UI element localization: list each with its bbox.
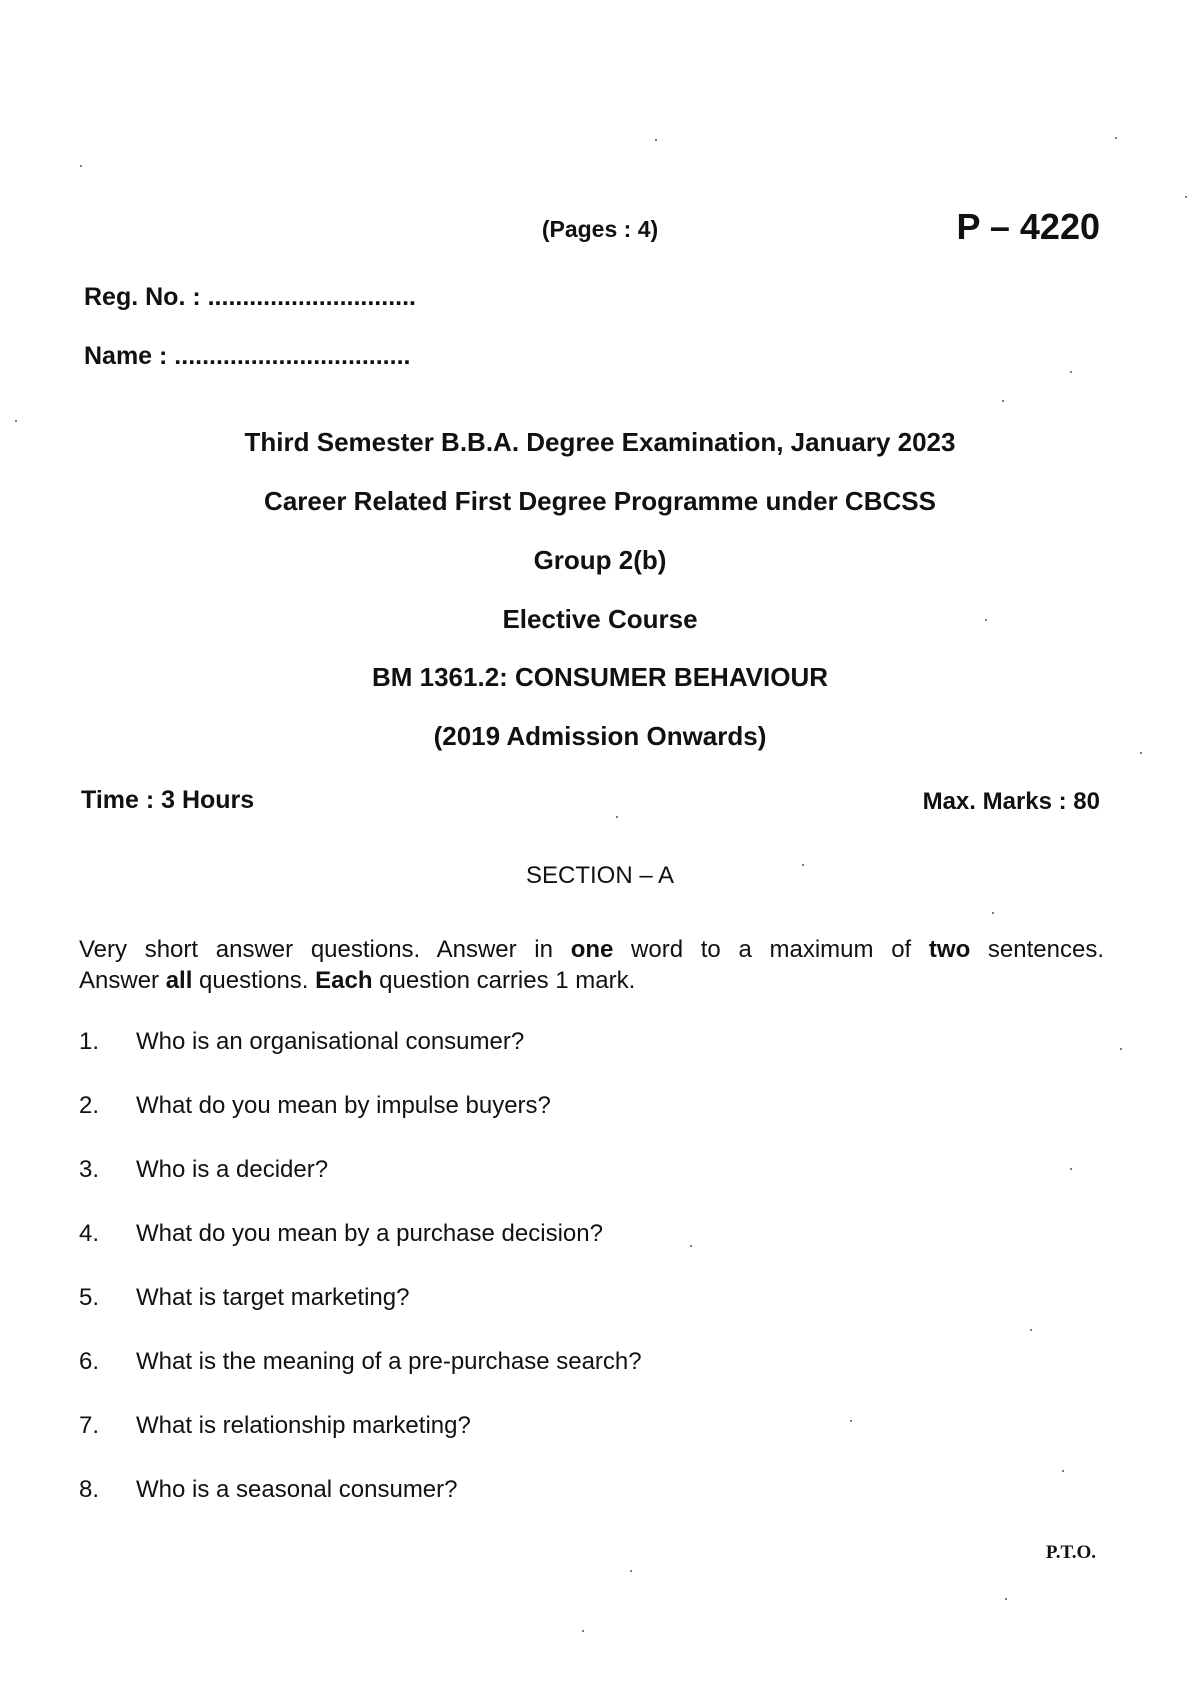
reg-no-field: Reg. No. : .............................. [84,283,416,311]
scan-speck [655,139,657,141]
instruction-text: Very short answer questions. Answer in [79,936,571,963]
paper-code: P – 4220 [956,206,1100,247]
scan-speck [1030,1329,1032,1331]
question-number: 7. [79,1412,100,1439]
scan-speck [1120,1048,1122,1050]
scan-speck [992,912,994,914]
question-item [79,1220,603,1248]
programme-title: Career Related First Degree Programme under CBCSS [264,486,936,516]
instruction-emphasis: Each [315,967,373,994]
scan-speck [630,1570,632,1572]
question-item [79,1476,458,1504]
time-allowed: Time : 3 Hours [81,786,255,814]
max-marks: Max. Marks : 80 [922,788,1100,815]
instruction-emphasis: all [165,967,193,994]
scan-speck [1140,752,1142,754]
instruction-text: questions. [192,967,316,994]
question-number: 1. [79,1028,100,1055]
question-number: 6. [79,1348,100,1375]
question-number: 2. [79,1092,100,1119]
course-type: Elective Course [502,604,698,634]
question-item [79,1092,551,1120]
instruction-emphasis: two [928,936,971,963]
course-title: BM 1361.2: CONSUMER BEHAVIOUR [371,662,829,692]
scan-speck [1062,1470,1064,1472]
admission-note: (2019 Admission Onwards) [433,721,767,751]
scan-speck [616,816,618,818]
question-item [79,1348,642,1376]
question-text: Who is a decider? [136,1156,329,1183]
scan-speck [1070,371,1072,373]
question-text: What do you mean by a purchase decision? [136,1220,603,1247]
instruction-line-1 [79,934,1104,965]
scan-speck [582,1630,584,1632]
scan-speck [80,165,82,167]
scan-speck [1185,196,1187,198]
question-number: 4. [79,1220,100,1247]
question-number: 5. [79,1284,100,1311]
group-title: Group 2(b) [533,545,667,575]
scan-speck [1115,137,1117,139]
question-text: Who is a seasonal consumer? [136,1476,458,1503]
instruction-text: sentences. [970,936,1104,963]
section-title: SECTION – A [525,862,675,889]
instruction-text: word to a maximum of [613,936,929,963]
please-turn-over: P.T.O. [1045,1542,1096,1563]
question-text: What is the meaning of a pre-purchase search? [136,1348,642,1375]
section-instructions [79,934,1104,996]
question-item [79,1156,328,1184]
question-text: What is relationship marketing? [136,1412,471,1439]
scan-speck [1005,1598,1007,1600]
instruction-text: question carries 1 mark. [372,967,636,994]
scan-speck [802,864,804,866]
instruction-emphasis: one [570,936,614,963]
question-number: 8. [79,1476,100,1503]
scan-speck [1002,400,1004,402]
scan-speck [690,1245,692,1247]
instruction-line-2 [79,965,1104,996]
scan-speck [850,1420,852,1422]
question-item [79,1284,409,1312]
question-item [79,1412,471,1440]
instruction-text: Answer [79,967,166,994]
scan-speck [15,420,17,422]
question-text: What is target marketing? [136,1284,410,1311]
scan-speck [1070,1168,1072,1170]
name-field: Name : .................................. [84,342,411,370]
question-text: What do you mean by impulse buyers? [136,1092,551,1119]
question-text: Who is an organisational consumer? [136,1028,525,1055]
exam-title: Third Semester B.B.A. Degree Examination, January 2023 [244,427,956,457]
question-item [79,1028,524,1056]
scan-speck [985,619,987,621]
question-number: 3. [79,1156,100,1183]
pages-count: (Pages : 4) [541,216,659,242]
